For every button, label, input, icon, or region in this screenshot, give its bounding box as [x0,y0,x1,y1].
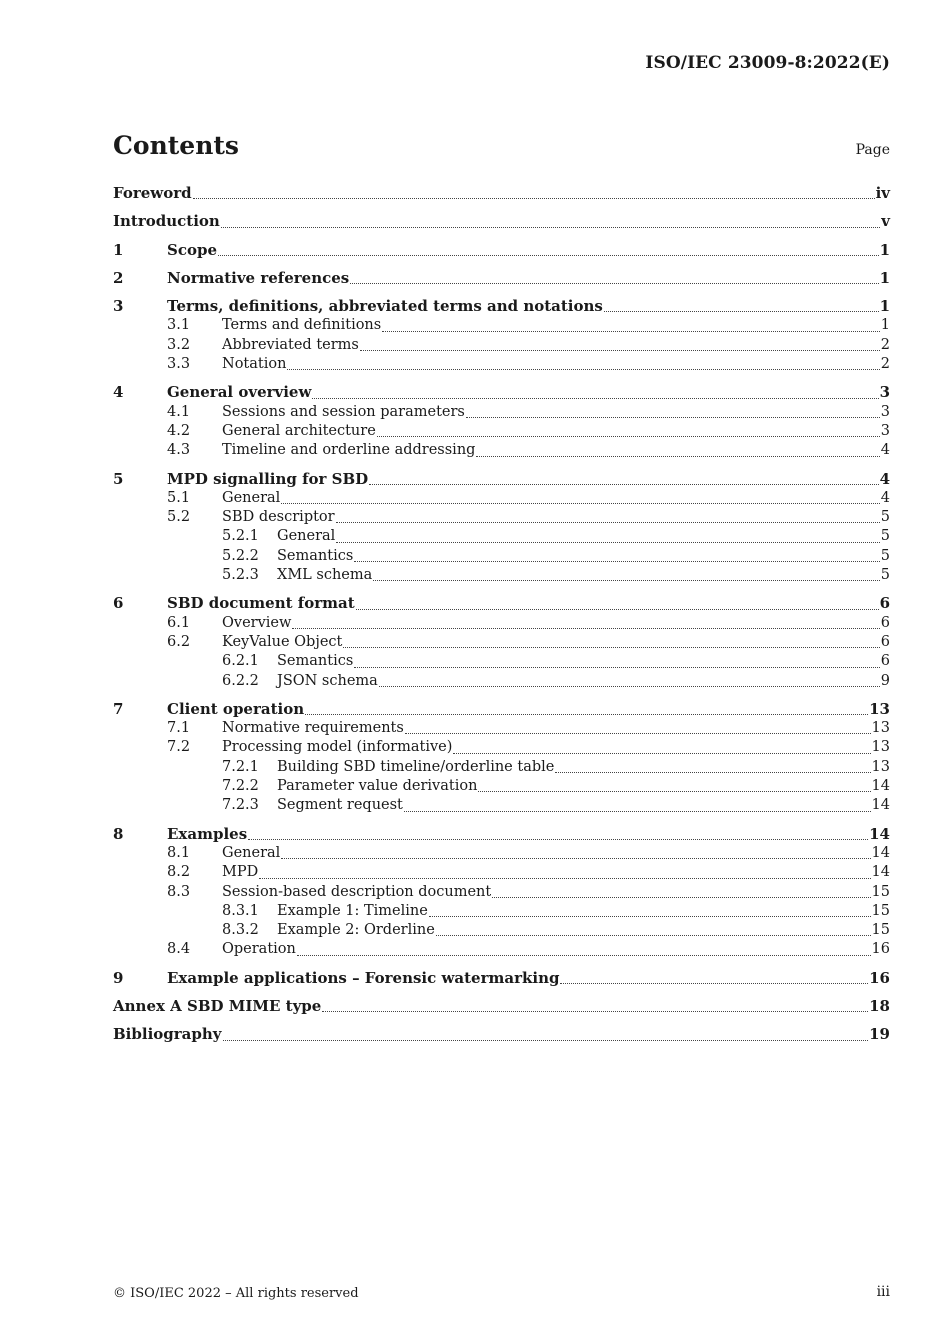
toc-entry-title[interactable]: Building SBD timeline/orderline table [277,758,555,775]
dot-leader [373,579,879,581]
toc-entry[interactable] [113,672,890,691]
toc-entry-number: 7.2 [167,739,191,756]
dot-leader [436,934,871,936]
toc-entry-page[interactable]: 2 [880,336,890,353]
dot-leader [429,915,871,917]
dot-leader [259,877,870,879]
toc-entry[interactable] [113,527,890,546]
toc-entry-number: 4.3 [167,442,191,459]
toc-entry-page[interactable]: 5 [880,567,890,584]
toc-entry-page[interactable]: 13 [871,720,890,737]
toc-entry-title[interactable]: XML schema [277,567,373,584]
toc-entry-page[interactable]: 16 [871,941,890,958]
toc-entry-page[interactable]: 9 [880,672,890,689]
toc-entry-page[interactable]: 14 [871,864,890,881]
dot-leader [218,254,879,256]
toc-entry[interactable] [113,336,890,355]
dot-leader [305,713,868,715]
toc-entry[interactable] [113,738,890,757]
toc-entry-title[interactable]: Example 2: Orderline [277,922,435,939]
toc-entry-number: 5.2.3 [222,567,259,584]
toc-entry-number: 7.2.3 [222,797,259,814]
toc-entry-title[interactable]: Timeline and orderline addressing [222,442,476,459]
toc-entry-number: 7.2.2 [222,778,259,795]
toc-entry-page[interactable]: 13 [869,699,890,718]
toc-entry-number: 4.1 [167,403,191,420]
toc-entry-number: 6.1 [167,614,191,631]
toc-entry-page[interactable]: 6 [880,633,890,650]
toc-entry[interactable] [113,470,890,489]
toc-entry-title[interactable]: Processing model (informative) [222,739,453,756]
dot-leader [354,666,879,668]
toc-entry-page[interactable]: 16 [869,968,890,987]
footer-copyright: © ISO/IEC 2022 – All rights reserved [113,1286,359,1301]
toc-entry-title[interactable]: Example 1: Timeline [277,902,428,919]
toc-entry-page[interactable]: 5 [880,547,890,564]
toc-entry-page[interactable]: 4 [880,489,890,506]
toc-entry-number: 1 [113,240,124,259]
toc-entry-number: 8.1 [167,844,191,861]
dot-leader [382,330,880,332]
dot-leader [466,416,880,418]
dot-leader [287,368,879,370]
toc-entry-number: 5.1 [167,489,191,506]
toc-entry-title[interactable]: Terms and definitions [222,317,382,334]
dot-leader [322,1010,868,1012]
toc-entry-title[interactable]: General architecture [222,422,376,439]
toc-entry[interactable] [113,422,890,441]
toc-entry-number: 3 [113,297,124,316]
toc-entry-title[interactable]: Examples [167,824,248,843]
toc-entry-title[interactable]: Introduction [113,212,220,231]
toc-entry[interactable] [113,241,890,260]
toc-entry[interactable] [113,844,890,863]
toc-entry-title[interactable]: Notation [222,356,287,373]
toc-entry-title[interactable]: Semantics [277,547,354,564]
toc-entry-page[interactable]: 13 [871,739,890,756]
toc-entry-number: 3.1 [167,317,191,334]
dot-leader [360,349,880,351]
toc-entry[interactable] [113,825,890,844]
toc-entry-title[interactable]: Example applications – Forensic watermarking [167,968,560,987]
toc-entry-page[interactable]: iv [875,184,890,202]
toc-entry[interactable] [113,633,890,652]
toc-entry-title[interactable]: Scope [167,240,218,259]
toc-entry-title[interactable]: Normative references [167,268,350,287]
toc-entry[interactable] [113,758,890,777]
toc-entry[interactable] [113,383,890,402]
toc-entry-page[interactable]: 5 [880,528,890,545]
toc-entry-page[interactable]: 13 [871,758,890,775]
toc-entry[interactable] [113,547,890,566]
table-of-contents [113,184,890,1045]
toc-entry[interactable] [113,184,890,203]
dot-leader [343,646,879,648]
dot-leader [369,483,878,485]
toc-entry-page[interactable]: 4 [880,442,890,459]
toc-entry[interactable] [113,212,890,231]
toc-entry-number: 6.2 [167,633,191,650]
toc-entry-page[interactable]: 14 [871,797,890,814]
toc-entry[interactable] [113,594,890,613]
toc-entry-number: 8.4 [167,941,191,958]
dot-leader [377,435,880,437]
toc-entry-title[interactable]: Abbreviated terms [222,336,359,353]
toc-entry-title[interactable]: JSON schema [277,672,378,689]
toc-entry-number: 7.2.1 [222,758,259,775]
toc-entry[interactable] [113,403,890,422]
dot-leader [453,752,870,754]
toc-entry-page[interactable]: 14 [871,844,890,861]
dot-leader [405,732,871,734]
dot-leader [292,627,879,629]
dot-leader [312,397,878,399]
toc-entry-page[interactable]: 19 [869,1025,890,1044]
dot-leader [223,1039,869,1041]
toc-entry-page[interactable]: 18 [869,996,890,1015]
toc-entry-title[interactable]: General [222,844,281,861]
dot-leader [354,560,879,562]
toc-entry-page[interactable]: 5 [880,509,890,526]
toc-entry-number: 8.3.1 [222,902,259,919]
dot-leader [476,455,879,457]
toc-entry-title[interactable]: SBD document format [167,594,355,613]
toc-entry[interactable] [113,1025,890,1044]
toc-entry[interactable] [113,614,890,633]
toc-entry-page[interactable]: 6 [879,594,890,613]
toc-entry[interactable] [113,969,890,988]
toc-entry-number: 2 [113,268,124,287]
toc-entry[interactable] [113,355,890,374]
toc-entry-page[interactable]: 6 [880,653,890,670]
toc-entry-page[interactable]: 14 [869,824,890,843]
toc-entry[interactable] [113,777,890,796]
toc-entry-number: 3.3 [167,356,191,373]
toc-entry-title[interactable]: Normative requirements [222,720,404,737]
toc-entry-page[interactable]: 15 [871,883,890,900]
toc-entry-number: 6.2.2 [222,672,259,689]
toc-entry-number: 7.1 [167,720,191,737]
toc-entry[interactable] [113,902,890,921]
toc-entry-page[interactable]: v [881,212,890,231]
toc-entry[interactable] [113,940,890,959]
toc-entry-number: 5.2.1 [222,528,259,545]
toc-entry[interactable] [113,796,890,815]
toc-entry-number: 5.2.2 [222,547,259,564]
toc-entry-page[interactable]: 3 [879,383,890,402]
dot-leader [336,521,880,523]
dot-leader [604,310,879,312]
toc-entry[interactable] [113,719,890,738]
toc-entry-title[interactable]: General overview [167,383,312,402]
toc-entry[interactable] [113,441,890,460]
toc-entry[interactable] [113,921,890,940]
dot-leader [404,810,871,812]
toc-entry-page[interactable]: 1 [880,317,890,334]
toc-entry-page[interactable]: 1 [879,268,890,287]
toc-entry-title[interactable]: Session-based description document [222,883,492,900]
toc-entry-title[interactable]: Sessions and session parameters [222,403,465,420]
toc-entry-page[interactable]: 1 [879,240,890,259]
toc-entry[interactable] [113,863,890,882]
toc-entry-title[interactable]: SBD descriptor [222,509,335,526]
toc-entry-number: 8.3 [167,883,191,900]
footer-page-number: iii [876,1284,890,1300]
dot-leader [281,502,879,504]
dot-leader [356,608,879,610]
toc-entry[interactable] [113,508,890,527]
dot-leader [221,226,880,228]
toc-entry[interactable] [113,269,890,288]
page-column-label: Page [855,142,890,158]
dot-leader [281,857,870,859]
toc-entry-number: 3.2 [167,336,191,353]
toc-entry-title[interactable]: Operation [222,941,296,958]
toc-entry-title[interactable]: MPD signalling for SBD [167,469,369,488]
dot-leader [350,282,878,284]
toc-entry-title[interactable]: Foreword [113,184,192,202]
toc-entry[interactable] [113,297,890,316]
toc-entry[interactable] [113,652,890,671]
toc-entry-number: 9 [113,968,124,987]
toc-entry-title[interactable]: Parameter value derivation [277,778,478,795]
toc-entry-title[interactable]: Client operation [167,699,305,718]
toc-entry-page[interactable]: 15 [871,902,890,919]
toc-entry-number: 5 [113,469,124,488]
toc-entry-number: 6 [113,594,124,613]
toc-entry-title[interactable]: Terms, definitions, abbreviated terms and notations [167,297,603,316]
toc-entry-number: 8.3.2 [222,922,259,939]
toc-entry[interactable] [113,566,890,585]
toc-entry-number: 8.2 [167,864,191,881]
toc-entry-page[interactable]: 2 [880,356,890,373]
toc-entry-number: 7 [113,699,124,718]
toc-entry-title[interactable]: Bibliography [113,1025,222,1044]
toc-entry-page[interactable]: 6 [880,614,890,631]
dot-leader [379,685,880,687]
toc-entry-number: 6.2.1 [222,653,259,670]
toc-entry-title[interactable]: Semantics [277,653,354,670]
toc-entry-number: 8 [113,824,124,843]
toc-entry-number: 4 [113,383,124,402]
dot-leader [336,541,879,543]
toc-entry-page[interactable]: 15 [871,922,890,939]
dot-leader [560,982,868,984]
toc-entry[interactable] [113,700,890,719]
dot-leader [492,896,870,898]
dot-leader [297,954,871,956]
toc-entry-page[interactable]: 3 [880,422,890,439]
toc-entry-title[interactable]: General [222,489,281,506]
toc-entry-title[interactable]: MPD [222,864,259,881]
toc-entry-title[interactable]: General [277,528,336,545]
toc-entry-page[interactable]: 3 [880,403,890,420]
contents-heading: Contents [113,131,240,160]
toc-entry-title[interactable]: Segment request [277,797,403,814]
toc-entry[interactable] [113,997,890,1016]
dot-leader [555,771,870,773]
dot-leader [193,197,875,199]
toc-entry-title[interactable]: Annex A SBD MIME type [113,996,322,1015]
dot-leader [478,790,870,792]
toc-entry-title[interactable]: KeyValue Object [222,633,343,650]
toc-entry-title[interactable]: Overview [222,614,292,631]
toc-entry[interactable] [113,489,890,508]
toc-entry-number: 4.2 [167,422,191,439]
toc-entry-page[interactable]: 1 [879,297,890,316]
toc-entry[interactable] [113,883,890,902]
document-reference: ISO/IEC 23009-8:2022(E) [645,53,890,73]
dot-leader [248,838,868,840]
toc-entry-number: 5.2 [167,509,191,526]
toc-entry-page[interactable]: 4 [879,469,890,488]
toc-entry-page[interactable]: 14 [871,778,890,795]
toc-entry[interactable] [113,316,890,335]
